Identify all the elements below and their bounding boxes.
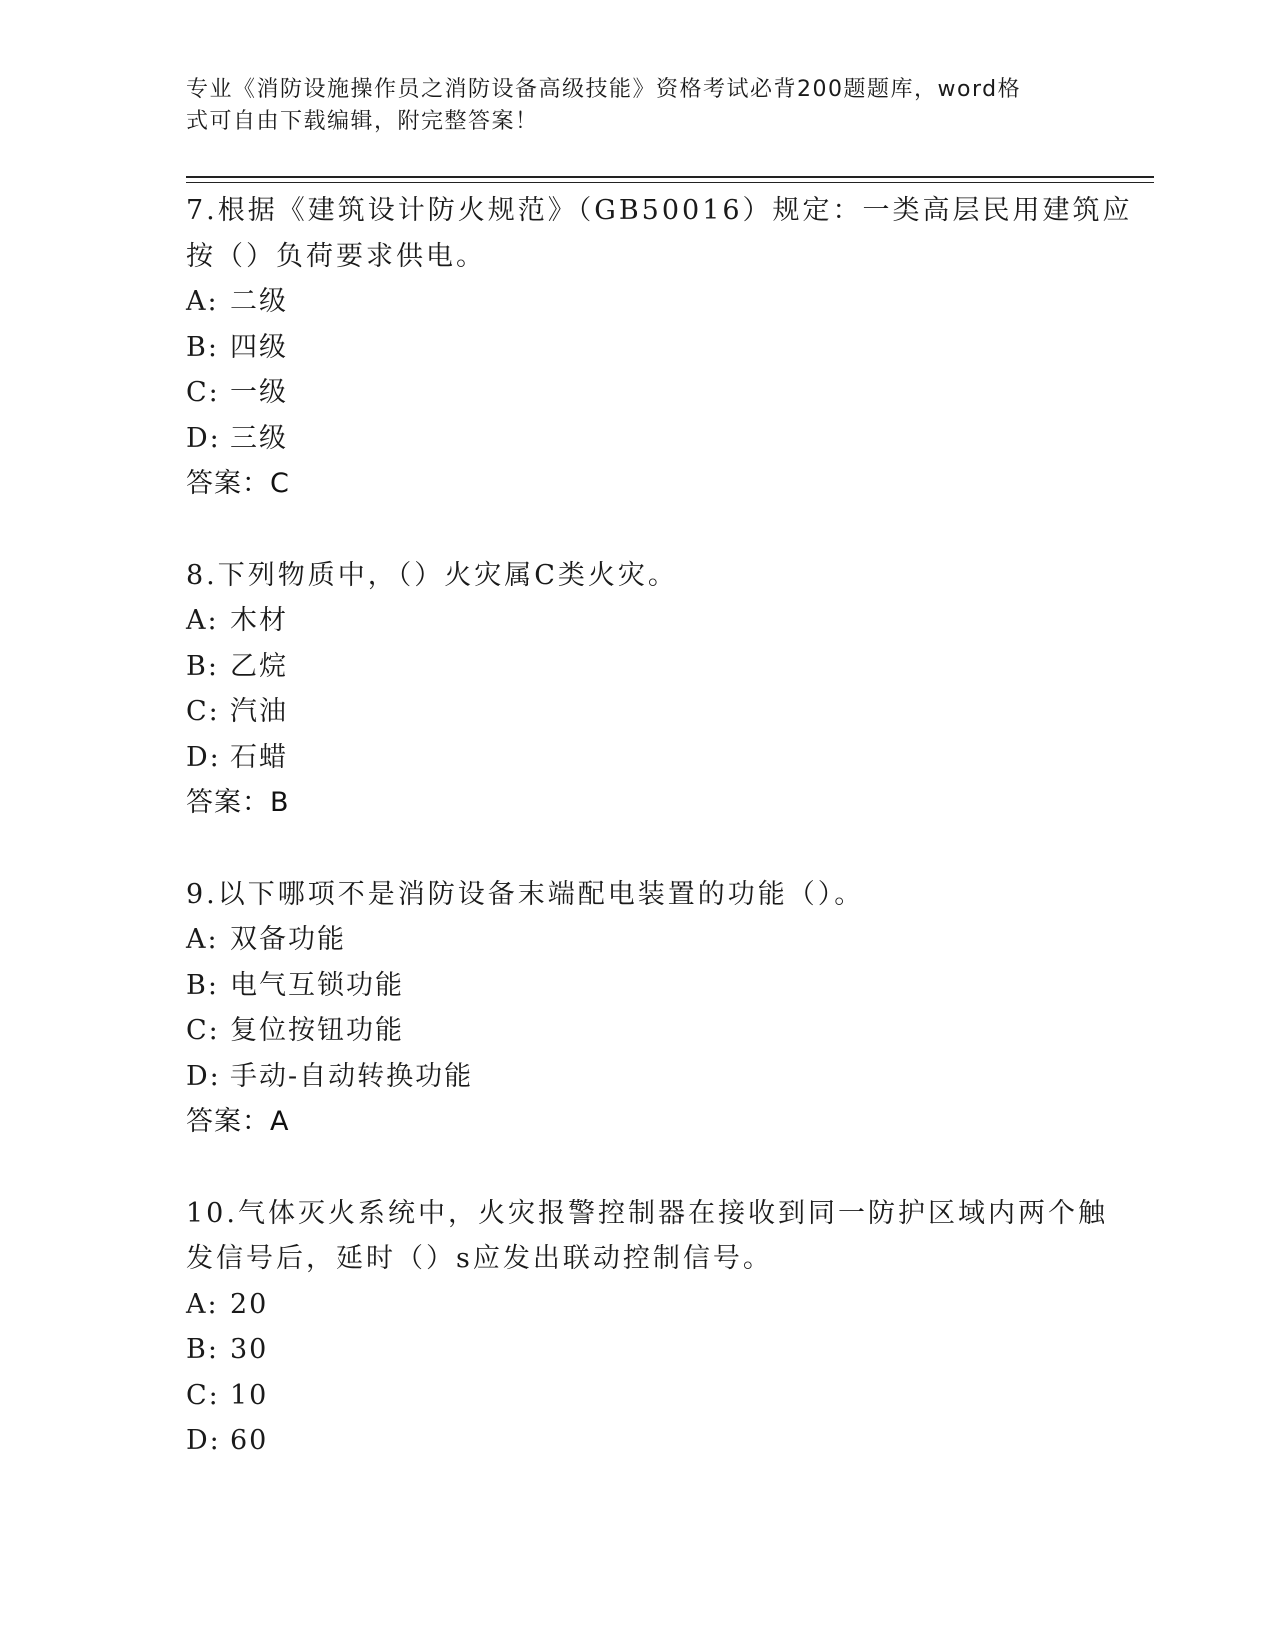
option-text: 手动-自动转换功能 [230, 1060, 474, 1092]
option-label: A: [186, 924, 219, 955]
answer-line: 答案：C [186, 468, 290, 499]
document-header [186, 74, 1086, 138]
option-a [186, 1282, 1086, 1328]
option-text: 二级 [230, 286, 288, 317]
option-text: 石蜡 [230, 741, 288, 773]
question-stem-line: 10.气体灭火系统中，火灾报警控制器在接收到同一防护区域内两个触 [186, 1197, 1108, 1229]
option-text: 双备功能 [230, 924, 346, 955]
option-label: B: [186, 331, 219, 363]
question-stem-line: 9.以下哪项不是消防设备末端配电装置的功能（）。 [186, 878, 865, 910]
option-label: C: [186, 1015, 220, 1046]
header-line-2: 式可自由下载编辑，附完整答案！ [186, 109, 539, 134]
option-label: C: [186, 377, 220, 408]
option-text: 电气互锁功能 [230, 969, 404, 1001]
question-stem-line: 8.下列物质中，（）火灾属C类火灾。 [186, 559, 678, 591]
header-line-1: 专业《消防设施操作员之消防设备高级技能》资格考试必背200题题库，word格 [186, 77, 1022, 102]
option-d [186, 1418, 1086, 1464]
answer-line: 答案：B [186, 787, 290, 818]
question-8 [186, 553, 1086, 826]
option-text: 乙烷 [230, 650, 288, 682]
option-b [186, 963, 1086, 1009]
option-label: A: [186, 605, 219, 636]
option-label: B: [186, 969, 219, 1001]
option-b [186, 644, 1086, 690]
option-c [186, 1373, 1086, 1419]
option-label: D: [186, 741, 221, 773]
option-text: 木材 [230, 605, 288, 636]
option-d [186, 1054, 1086, 1100]
option-c [186, 689, 1086, 735]
option-a [186, 279, 1086, 325]
option-text: 一级 [230, 377, 288, 408]
question-stem-line: 发信号后，延时（）s应发出联动控制信号。 [186, 1243, 773, 1274]
header-divider-thin [186, 182, 1154, 183]
option-d [186, 416, 1086, 462]
option-text: 60 [230, 1425, 269, 1456]
option-c [186, 1008, 1086, 1054]
option-a [186, 598, 1086, 644]
option-text: 20 [230, 1288, 269, 1320]
option-text: 四级 [230, 331, 288, 363]
option-c [186, 370, 1086, 416]
question-9 [186, 872, 1086, 1145]
option-label: D: [186, 422, 221, 454]
option-label: A: [186, 286, 219, 317]
header-divider-thick [186, 176, 1154, 178]
question-7 [186, 188, 1133, 507]
option-text: 复位按钮功能 [230, 1015, 404, 1046]
option-label: C: [186, 696, 220, 727]
question-list [186, 188, 1133, 1510]
question-stem-line: 按（）负荷要求供电。 [186, 240, 486, 272]
option-label: A: [186, 1288, 219, 1320]
question-stem-line: 7.根据《建筑设计防火规范》（GB50016）规定：一类高层民用建筑应 [186, 195, 1133, 226]
option-label: D: [186, 1060, 221, 1092]
option-label: D: [186, 1425, 221, 1456]
option-b [186, 1327, 1086, 1373]
option-text: 汽油 [230, 696, 288, 727]
option-d [186, 735, 1086, 781]
option-text: 三级 [230, 422, 288, 454]
option-text: 10 [230, 1379, 269, 1411]
option-label: B: [186, 1334, 219, 1365]
question-10 [186, 1191, 1108, 1464]
option-a [186, 917, 1086, 963]
answer-line: 答案：A [186, 1106, 290, 1137]
option-label: C: [186, 1379, 220, 1411]
option-label: B: [186, 650, 219, 682]
option-b [186, 325, 1086, 371]
option-text: 30 [230, 1334, 269, 1365]
